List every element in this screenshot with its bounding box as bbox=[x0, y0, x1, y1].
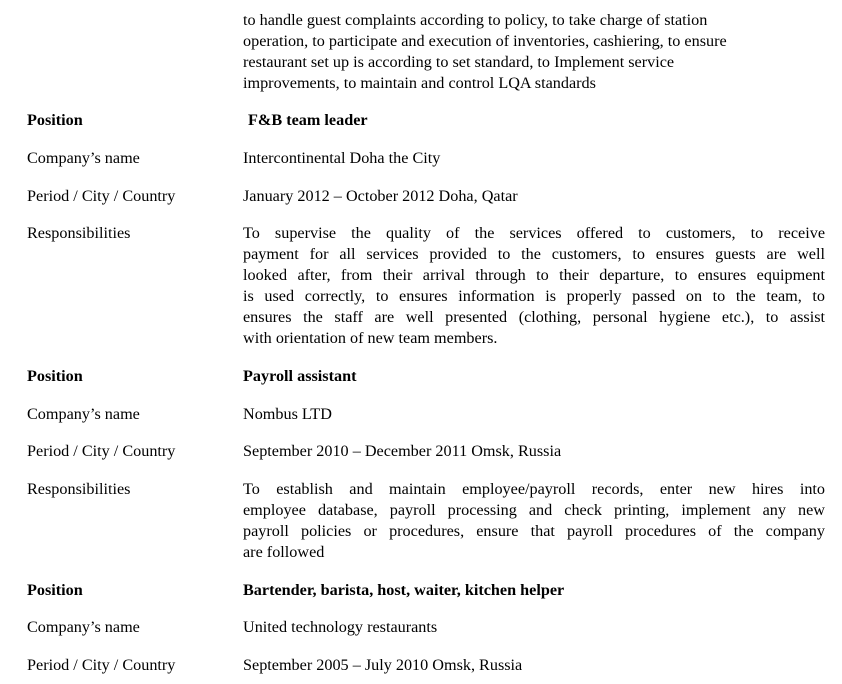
company-value: Nombus LTD bbox=[243, 405, 332, 423]
company-value: Intercontinental Doha the City bbox=[243, 149, 441, 167]
period-label: Period / City / Country bbox=[27, 442, 176, 460]
responsibilities-label: Responsibilities bbox=[27, 480, 131, 498]
text-line: are followed bbox=[243, 543, 325, 561]
previous-responsibilities-text bbox=[243, 10, 825, 94]
responsibilities-text bbox=[243, 223, 825, 349]
position-label: Position bbox=[27, 367, 83, 385]
company-value: United technology restaurants bbox=[243, 618, 438, 636]
text-line: employee database, payroll processing and check printing, implement any new bbox=[243, 501, 825, 519]
period-value: January 2012 – October 2012 Doha, Qatar bbox=[243, 187, 518, 205]
position-value: F&B team leader bbox=[248, 111, 368, 129]
position-label: Position bbox=[27, 111, 83, 129]
text-line: ensures the staff are well presented (clothing, personal hygiene etc.), to assist bbox=[243, 308, 825, 326]
responsibilities-text bbox=[243, 479, 825, 563]
responsibilities-label: Responsibilities bbox=[27, 224, 131, 242]
position-value: Payroll assistant bbox=[243, 367, 357, 385]
text-line: operation, to participate and execution of inventories, cashiering, to ensure bbox=[243, 32, 727, 50]
text-line: payment for all services provided to the customers, to ensures guests are well bbox=[243, 245, 825, 263]
position-label: Position bbox=[27, 581, 83, 599]
text-line: looked after, from their arrival through to their departure, to ensures equipment bbox=[243, 266, 825, 284]
text-line: to handle guest complaints according to policy, to take charge of station bbox=[243, 11, 708, 29]
period-value: September 2005 – July 2010 Omsk, Russia bbox=[243, 656, 523, 674]
company-label: Company’s name bbox=[27, 149, 140, 167]
company-label: Company’s name bbox=[27, 405, 140, 423]
text-line: payroll policies or procedures, ensure that payroll procedures of the company bbox=[243, 522, 825, 540]
text-line: with orientation of new team members. bbox=[243, 329, 498, 347]
text-line: restaurant set up is according to set standard, to Implement service bbox=[243, 53, 675, 71]
text-line: To supervise the quality of the services offered to customers, to receive bbox=[243, 224, 825, 242]
text-line: To establish and maintain employee/payroll records, enter new hires into bbox=[243, 480, 825, 498]
company-label: Company’s name bbox=[27, 618, 140, 636]
period-label: Period / City / Country bbox=[27, 656, 176, 674]
text-line: improvements, to maintain and control LQA standards bbox=[243, 74, 596, 92]
position-value: Bartender, barista, host, waiter, kitchen helper bbox=[243, 581, 565, 599]
period-value: September 2010 – December 2011 Omsk, Russia bbox=[243, 442, 562, 460]
text-line: is used correctly, to ensures information is properly passed on to the team, to bbox=[243, 287, 825, 305]
period-label: Period / City / Country bbox=[27, 187, 176, 205]
